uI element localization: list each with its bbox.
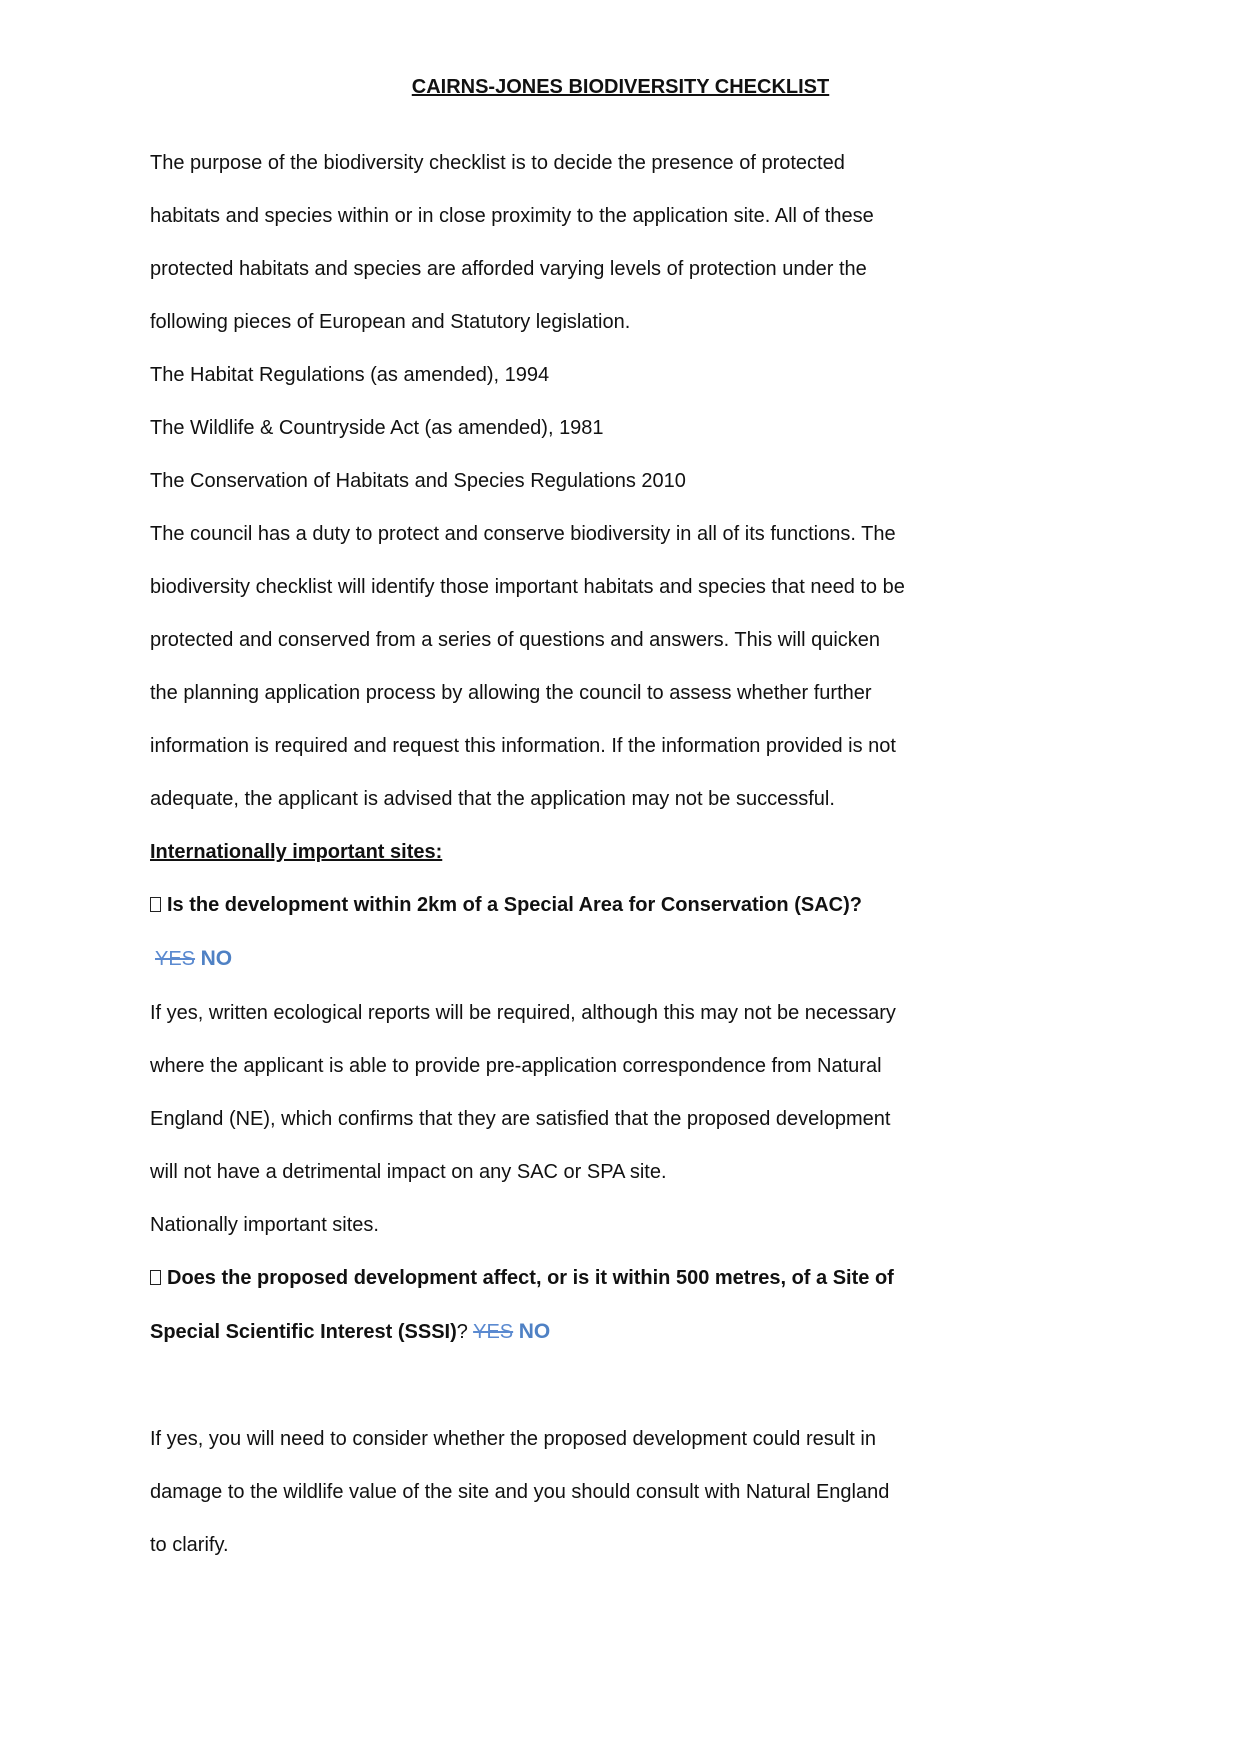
section-heading-national: Nationally important sites. xyxy=(150,1214,379,1236)
question-1 xyxy=(150,892,862,918)
answer-no: NO xyxy=(518,1320,551,1343)
q2-note-line-2: damage to the wildlife value of the site and you should consult with Natural England xyxy=(150,1481,890,1503)
intro-line-2: habitats and species within or in close proximity to the application site. All of these xyxy=(150,205,874,227)
duty-line-5: information is required and request this information. If the information provided is not xyxy=(150,735,896,757)
q1-note-line-1: If yes, written ecological reports will be required, although this may not be necessary xyxy=(150,1002,896,1024)
intro-line-3: protected habitats and species are afforded varying levels of protection under the xyxy=(150,258,867,280)
q1-note-line-3: England (NE), which confirms that they are satisfied that the proposed development xyxy=(150,1108,891,1130)
question-2-text-line-2: Special Scientific Interest (SSSI) xyxy=(150,1321,457,1343)
duty-line-6: adequate, the applicant is advised that the application may not be successful. xyxy=(150,788,835,810)
answer-no: NO xyxy=(200,947,233,970)
checkbox-icon xyxy=(150,1270,161,1285)
q2-note-line-3: to clarify. xyxy=(150,1534,229,1556)
answer-yes-struck: YES xyxy=(473,1321,514,1343)
checkbox-icon xyxy=(150,897,161,912)
intro-line-4: following pieces of European and Statutory legislation. xyxy=(150,311,631,333)
legislation-item-2: The Wildlife & Countryside Act (as amended), 1981 xyxy=(150,417,604,439)
section-heading-international: Internationally important sites: xyxy=(150,841,443,863)
q1-note-line-2: where the applicant is able to provide pre-application correspondence from Natural xyxy=(150,1055,882,1077)
question-2-line-2 xyxy=(150,1319,550,1345)
q2-note-line-1: If yes, you will need to consider whether the proposed development could result in xyxy=(150,1428,876,1450)
legislation-item-1: The Habitat Regulations (as amended), 1994 xyxy=(150,364,550,386)
duty-line-3: protected and conserved from a series of questions and answers. This will quicken xyxy=(150,629,881,651)
question-2-line-1 xyxy=(150,1265,894,1291)
duty-line-1: The council has a duty to protect and conserve biodiversity in all of its functions. The xyxy=(150,523,896,545)
q1-note-line-4: will not have a detrimental impact on any SAC or SPA site. xyxy=(150,1161,667,1183)
question-2-text-line-1: Does the proposed development affect, or is it within 500 metres, of a Site of xyxy=(167,1267,894,1289)
question-1-text: Is the development within 2km of a Special Area for Conservation (SAC)? xyxy=(167,894,862,916)
answer-yes-struck: YES xyxy=(155,948,196,970)
document-title: CAIRNS-JONES BIODIVERSITY CHECKLIST xyxy=(411,76,830,98)
question-1-answer xyxy=(155,946,232,972)
intro-line-1: The purpose of the biodiversity checklist is to decide the presence of protected xyxy=(150,152,845,174)
duty-line-2: biodiversity checklist will identify those important habitats and species that need to be xyxy=(150,576,905,598)
duty-line-4: the planning application process by allowing the council to assess whether further xyxy=(150,682,872,704)
legislation-item-3: The Conservation of Habitats and Species Regulations 2010 xyxy=(150,470,686,492)
question-2-mark: ? xyxy=(456,1321,468,1343)
